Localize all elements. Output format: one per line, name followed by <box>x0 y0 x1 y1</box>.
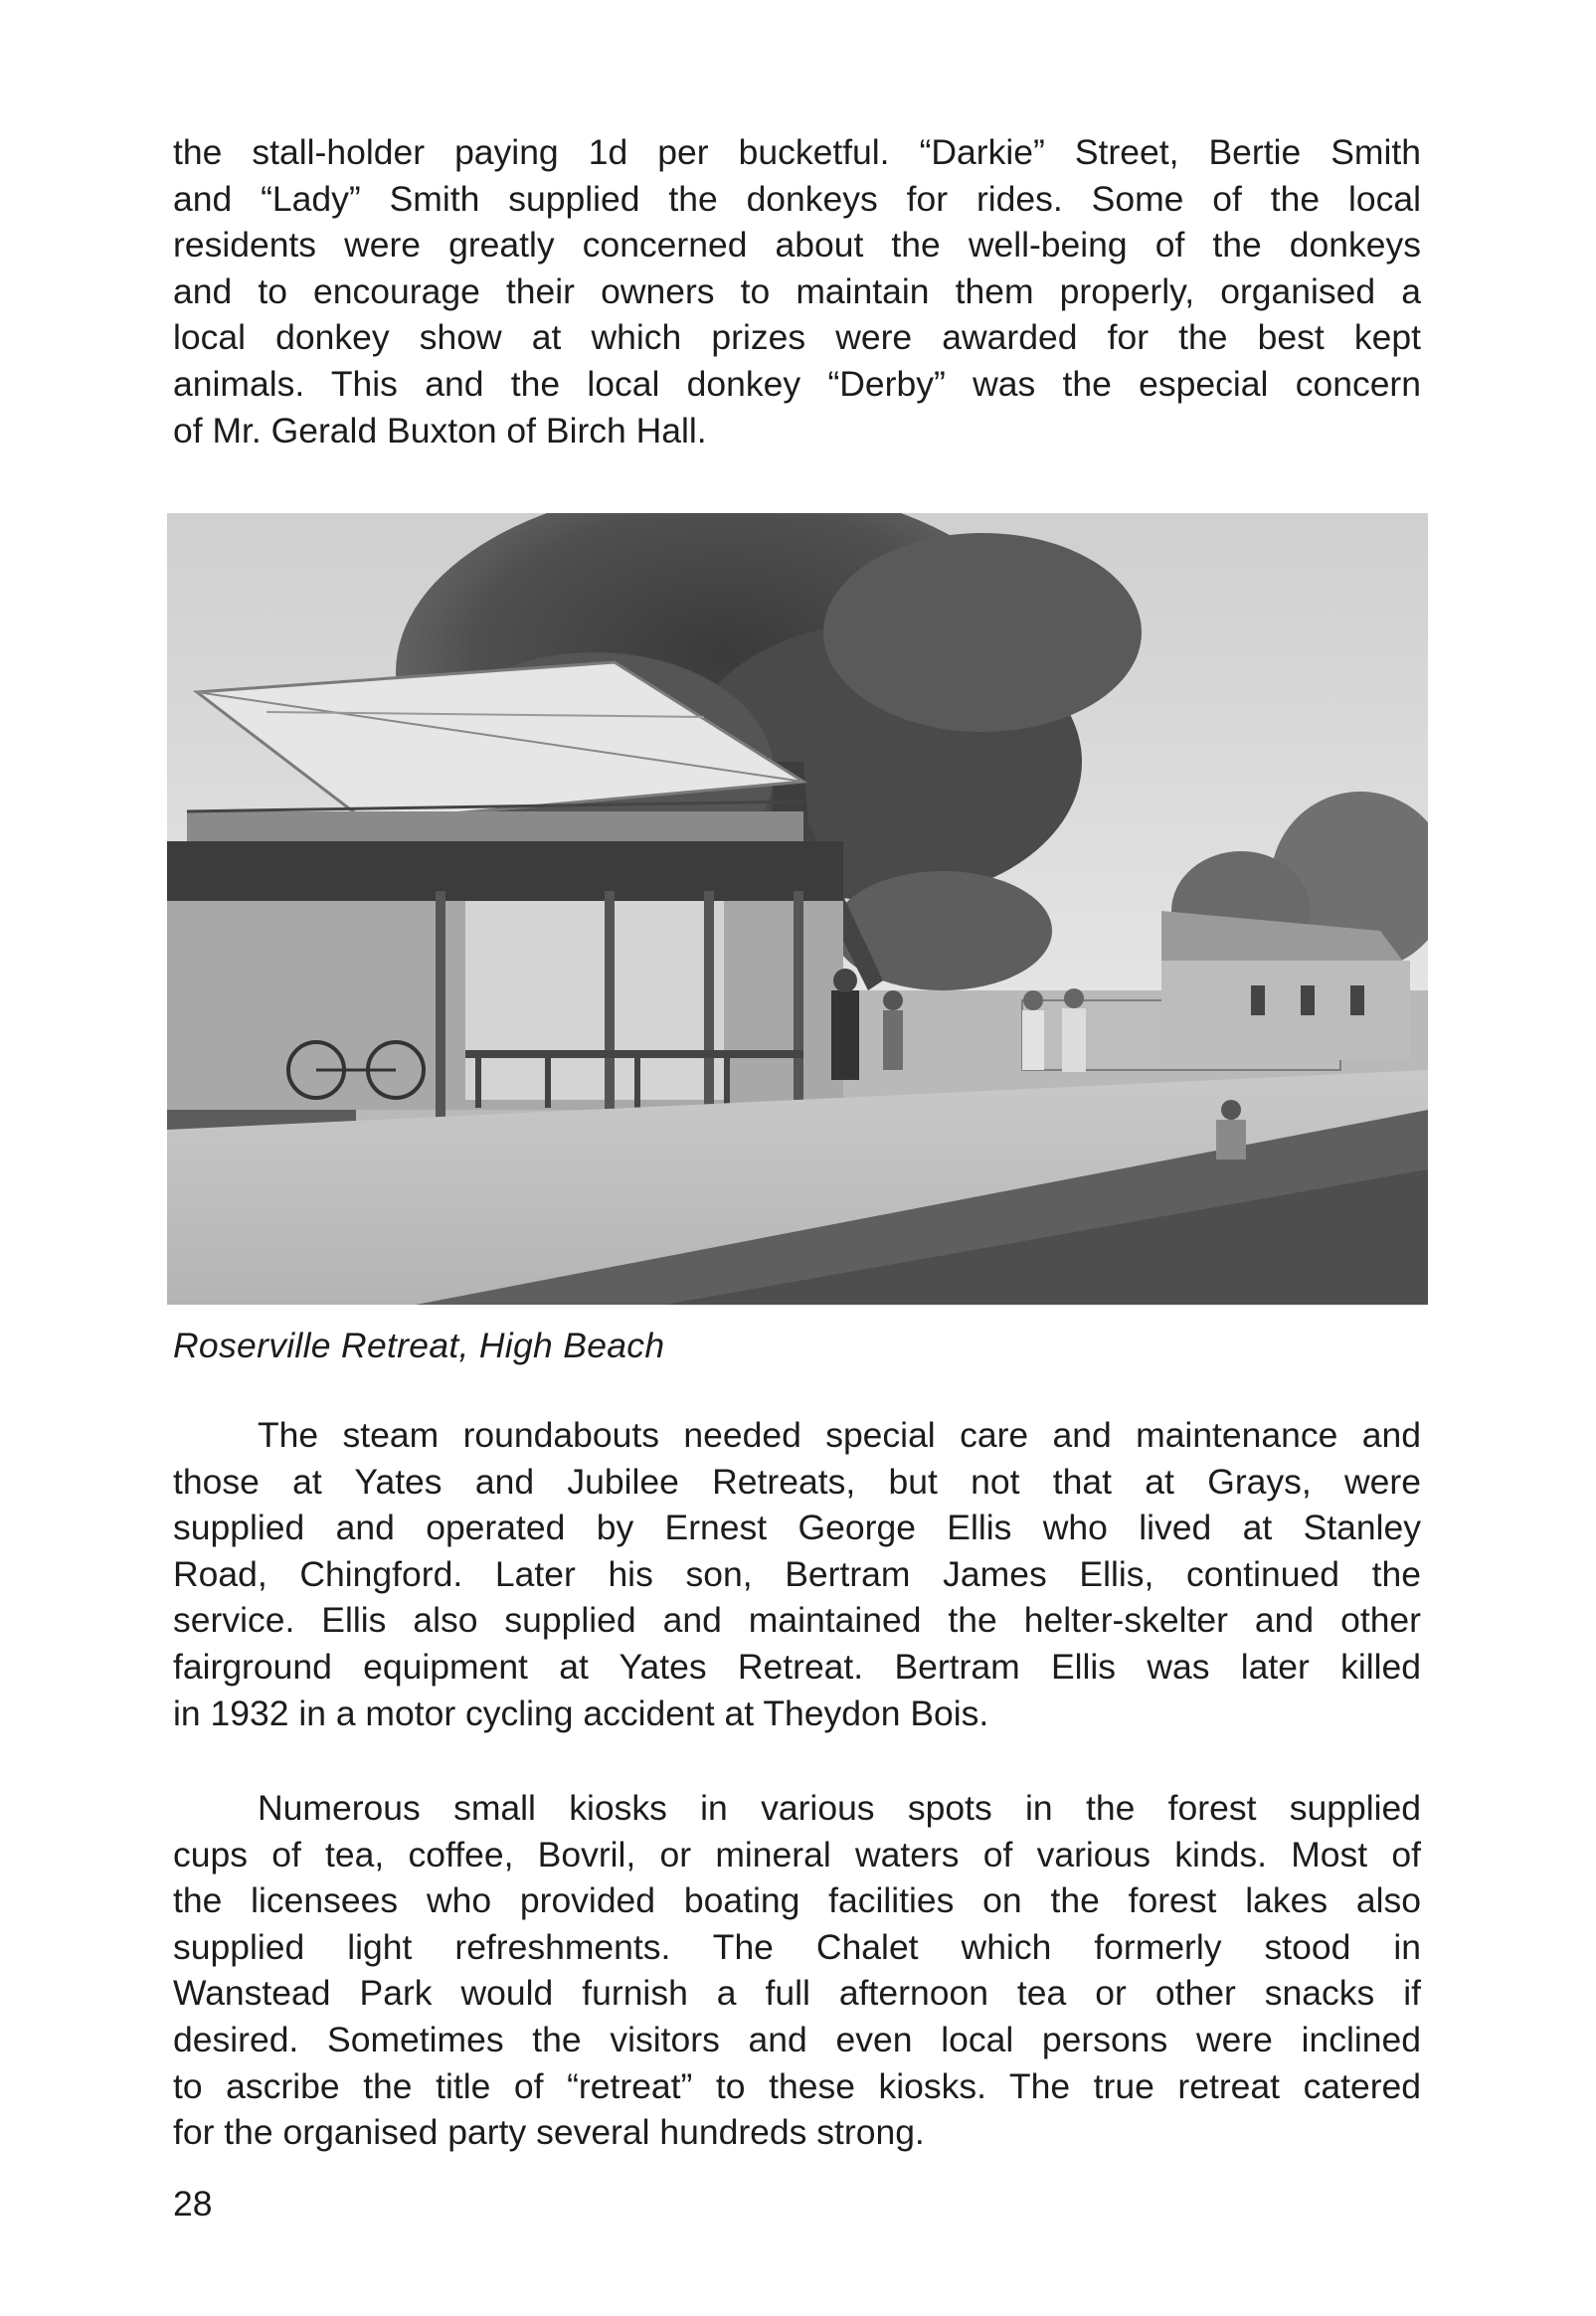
roserville-retreat-photo <box>167 513 1428 1305</box>
paragraph-2-line: Road, Chingford. Later his son, Bertram James Ellis, continued the <box>173 1553 1421 1594</box>
paragraph-3-line: supplied light refreshments. The Chalet which formerly stood in <box>173 1926 1421 1967</box>
paragraph-1-line: and “Lady” Smith supplied the donkeys for rides. Some of the local <box>173 178 1421 219</box>
paragraph-2-line: fairground equipment at Yates Retreat. Bertram Ellis was later killed <box>173 1646 1421 1687</box>
paragraph-1 <box>173 129 1421 453</box>
paragraph-3 <box>173 1785 1421 2156</box>
paragraph-2-line: The steam roundabouts needed special care and maintenance and <box>258 1415 1421 1455</box>
paragraph-3-line: cups of tea, coffee, Bovril, or mineral waters of various kinds. Most of <box>173 1834 1421 1874</box>
paragraph-1-line: residents were greatly concerned about the well-being of the donkeys <box>173 225 1421 266</box>
paragraph-3-line: desired. Sometimes the visitors and even local persons were inclined <box>173 2019 1421 2059</box>
paragraph-2 <box>173 1412 1421 1736</box>
paragraph-2-line: in 1932 in a motor cycling accident at Theydon Bois. <box>173 1692 989 1733</box>
paragraph-3-line: Wanstead Park would furnish a full afternoon tea or other snacks if <box>173 1973 1421 2014</box>
paragraph-3-line: Numerous small kiosks in various spots in the forest supplied <box>258 1788 1421 1828</box>
paragraph-1-line: local donkey show at which prizes were awarded for the best kept <box>173 317 1421 358</box>
paragraph-3-line: to ascribe the title of “retreat” to these kiosks. The true retreat catered <box>173 2065 1421 2106</box>
paragraph-1-line: the stall-holder paying 1d per bucketful. “Darkie” Street, Bertie Smith <box>173 132 1421 172</box>
paragraph-1-line: and to encourage their owners to maintain them properly, organised a <box>173 270 1421 311</box>
paragraph-2-line: those at Yates and Jubilee Retreats, but not that at Grays, were <box>173 1461 1421 1502</box>
photo-caption: Roserville Retreat, High Beach <box>173 1326 665 1365</box>
paragraph-2-line: service. Ellis also supplied and maintained the helter-skelter and other <box>173 1600 1421 1641</box>
paragraph-3-line: for the organised party several hundreds strong. <box>173 2112 925 2153</box>
paragraph-2-line: supplied and operated by Ernest George Ellis who lived at Stanley <box>173 1508 1421 1548</box>
paragraph-1-line: of Mr. Gerald Buxton of Birch Hall. <box>173 410 707 450</box>
page-number: 28 <box>173 2184 213 2224</box>
paragraph-3-line: the licensees who provided boating facilities on the forest lakes also <box>173 1880 1421 1921</box>
paragraph-1-line: animals. This and the local donkey “Derby” was the especial concern <box>173 363 1421 404</box>
